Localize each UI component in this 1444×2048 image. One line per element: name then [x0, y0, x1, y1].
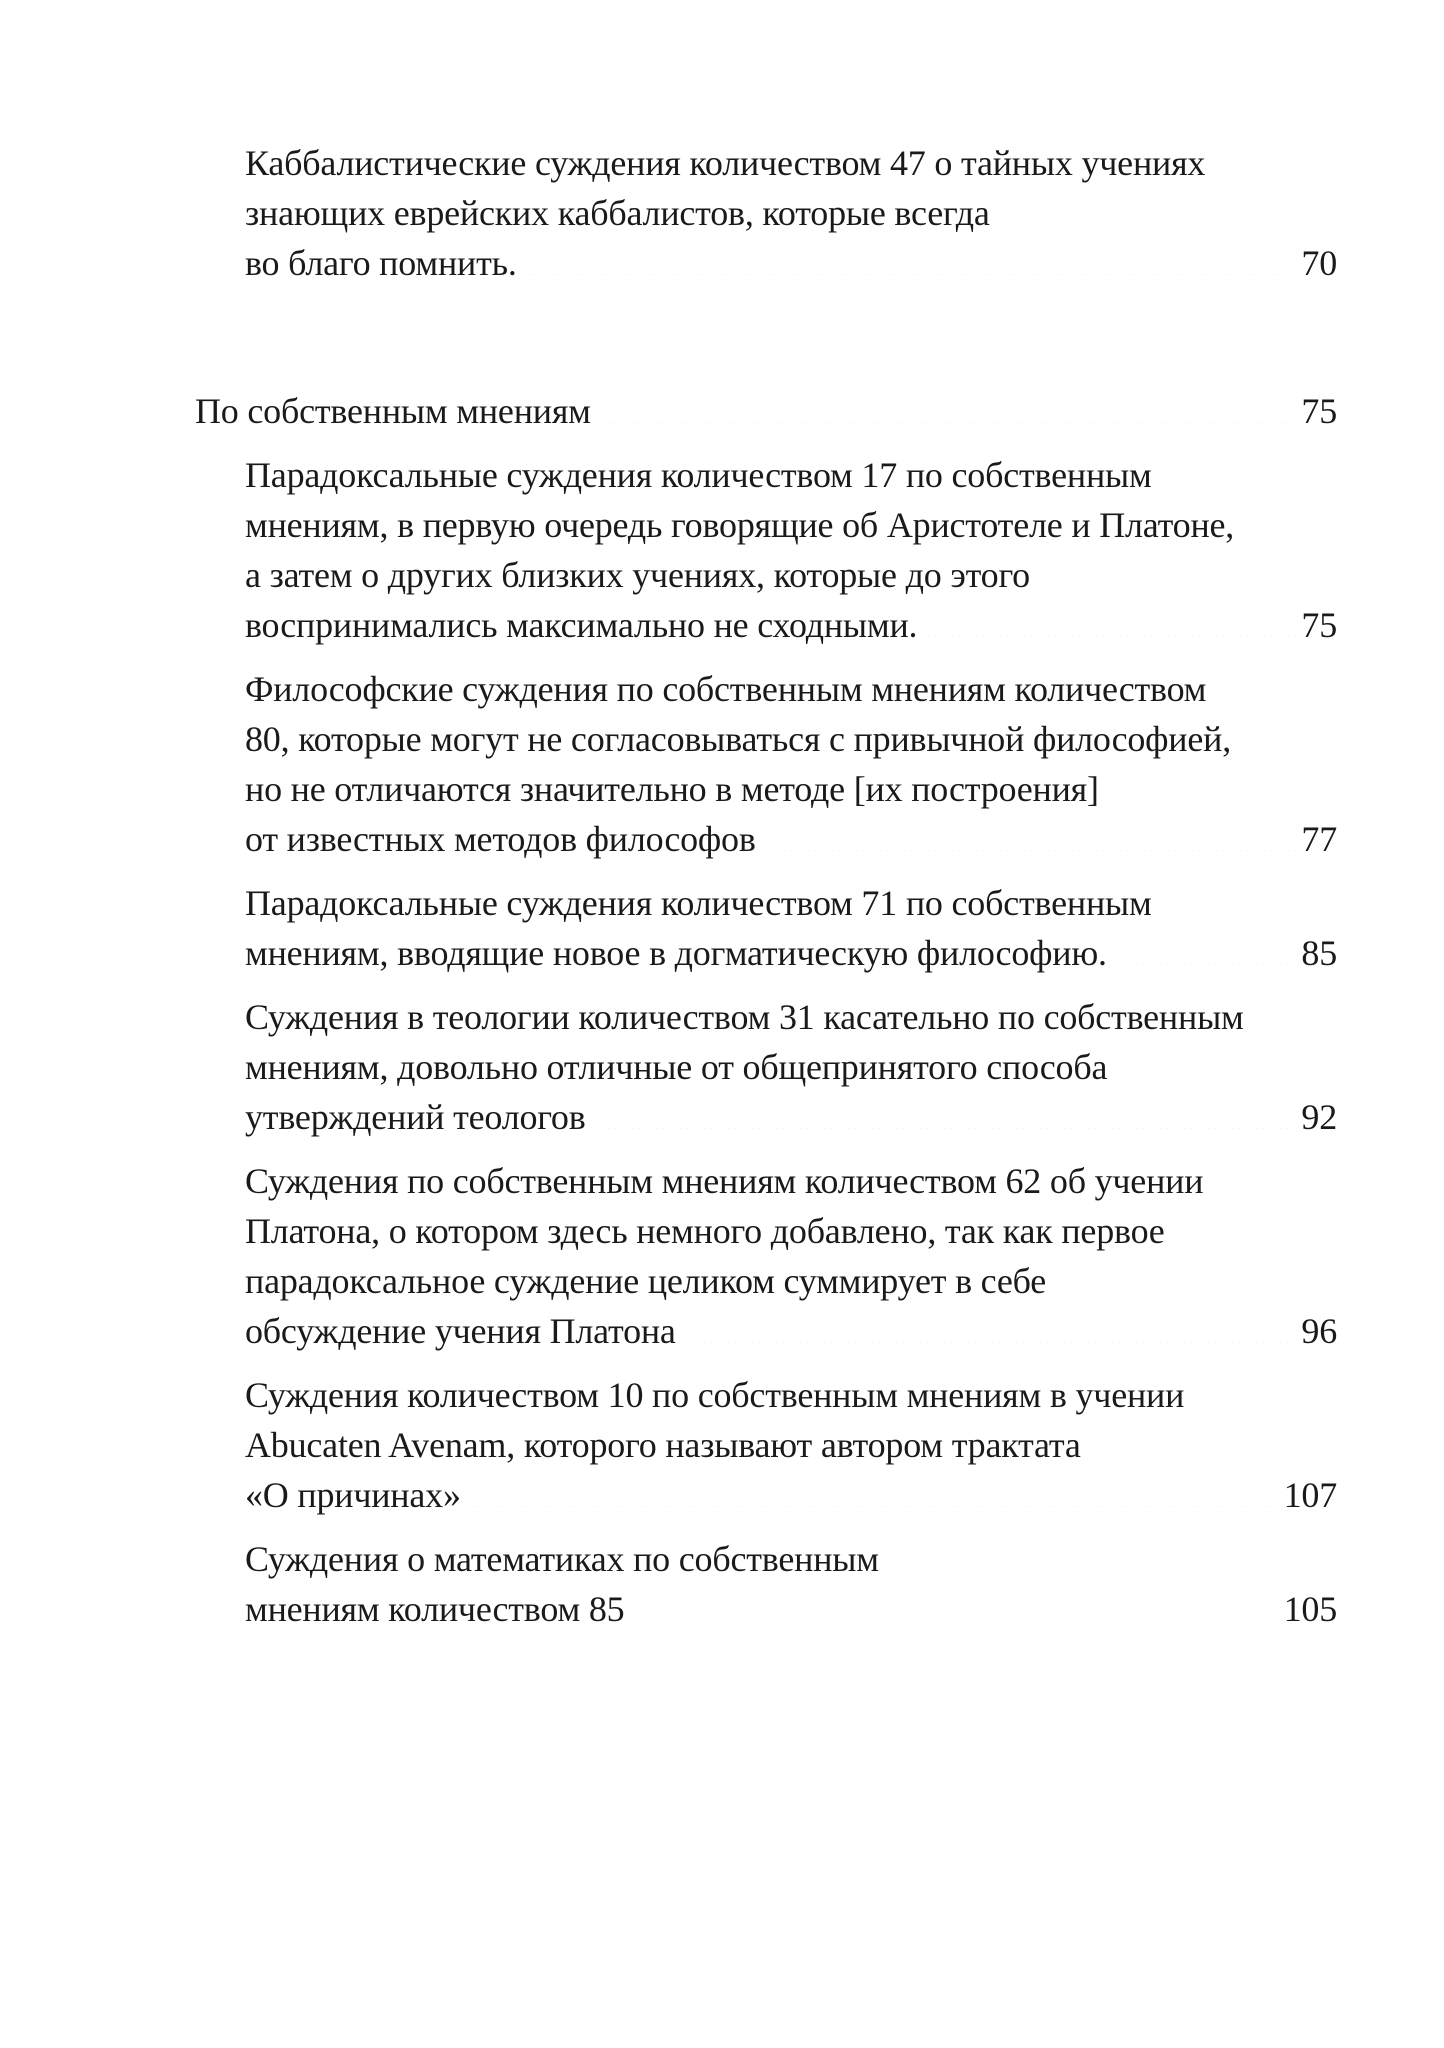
page-number: 75: [1301, 605, 1337, 645]
dot-leader: [469, 1471, 1280, 1507]
dot-leader: [925, 601, 1297, 637]
toc-entry-line: Суждения о математиках по собственным: [245, 1539, 879, 1579]
toc-entry-line: знающих еврейских каббалистов, которые всегда: [245, 193, 990, 233]
toc-entry-last-line: [245, 928, 1337, 978]
page-number: 96: [1301, 1311, 1337, 1351]
toc-section-title: По собственным мнениям: [195, 391, 591, 431]
table-of-contents: [195, 138, 1337, 1648]
toc-entry-line: Суждения в теологии количеством 31 касательно по собственным: [245, 997, 1244, 1037]
toc-entry-line: Философские суждения по собственным мнениям количеством: [245, 669, 1207, 709]
toc-entry-last-line: [245, 1092, 1337, 1142]
dot-leader: [599, 387, 1298, 423]
page-number: 107: [1283, 1475, 1337, 1515]
toc-entry-line: а затем о других близких учениях, которые до этого: [245, 555, 1030, 595]
toc-section-heading: [195, 386, 1337, 436]
toc-entry: [245, 1370, 1337, 1520]
toc-entry: [245, 1156, 1337, 1356]
page-number: 92: [1301, 1097, 1337, 1137]
toc-entry-last-line: [245, 1306, 1337, 1356]
toc-entry: [245, 664, 1337, 864]
toc-entry-line: Парадоксальные суждения количеством 17 по собственным: [245, 455, 1152, 495]
toc-entry: [245, 878, 1337, 978]
toc-entry-title-end: утверждений теологов: [245, 1097, 586, 1137]
page-number: 70: [1301, 243, 1337, 283]
toc-entry-line: парадоксальное суждение целиком суммирует в себе: [245, 1261, 1047, 1301]
toc-entry-line: мнениям, в первую очередь говорящие об Аристотеле и Платоне,: [245, 505, 1235, 545]
toc-entry-last-line: [245, 1584, 1337, 1634]
toc-entry-title-end: во благо помнить.: [245, 243, 517, 283]
toc-entry-line: Платона, о котором здесь немного добавлено, так как первое: [245, 1211, 1165, 1251]
toc-entry: [245, 992, 1337, 1142]
toc-entry-title-end: обсуждение учения Платона: [245, 1311, 676, 1351]
dot-leader: [594, 1093, 1298, 1129]
toc-entry-title-end: мнениям, вводящие новое в догматическую философию.: [245, 933, 1107, 973]
toc-entry-title-end: воспринимались максимально не сходными.: [245, 605, 918, 645]
toc-entry-line: Abucaten Avenam, которого называют автором трактата: [245, 1425, 1081, 1465]
toc-entry-title-end: мнениям количеством 85: [245, 1589, 625, 1629]
page-number: 77: [1301, 819, 1337, 859]
toc-entry-last-line: [245, 1470, 1337, 1520]
toc-entry-last-line: [195, 386, 1337, 436]
toc-entry-title-end: «О причинах»: [245, 1475, 461, 1515]
toc-entry-last-line: [245, 600, 1337, 650]
toc-entry-line: Каббалистические суждения количеством 47 о тайных учениях: [245, 143, 1206, 183]
toc-entry-line: мнениям, довольно отличные от общепринятого способа: [245, 1047, 1108, 1087]
page-number: 75: [1301, 391, 1337, 431]
dot-leader: [684, 1307, 1298, 1343]
page-number: 105: [1283, 1589, 1337, 1629]
toc-entry-line: но не отличаются значительно в методе [их построения]: [245, 769, 1099, 809]
dot-leader: [764, 815, 1298, 851]
toc-entry-title-end: от известных методов философов: [245, 819, 756, 859]
toc-entry-line: Парадоксальные суждения количеством 71 по собственным: [245, 883, 1152, 923]
toc-entry: [245, 450, 1337, 650]
toc-entry-last-line: [245, 814, 1337, 864]
dot-leader: [632, 1585, 1279, 1621]
toc-entry-line: Суждения по собственным мнениям количеством 62 об учении: [245, 1161, 1204, 1201]
toc-entry-line: Суждения количеством 10 по собственным мнениям в учении: [245, 1375, 1185, 1415]
toc-entry: [245, 138, 1337, 288]
toc-entry-last-line: [245, 238, 1337, 288]
dot-leader: [1115, 929, 1298, 965]
page-number: 85: [1301, 933, 1337, 973]
toc-entry: [245, 1534, 1337, 1634]
dot-leader: [525, 239, 1298, 275]
toc-entry-line: 80, которые могут не согласовываться с привычной философией,: [245, 719, 1232, 759]
